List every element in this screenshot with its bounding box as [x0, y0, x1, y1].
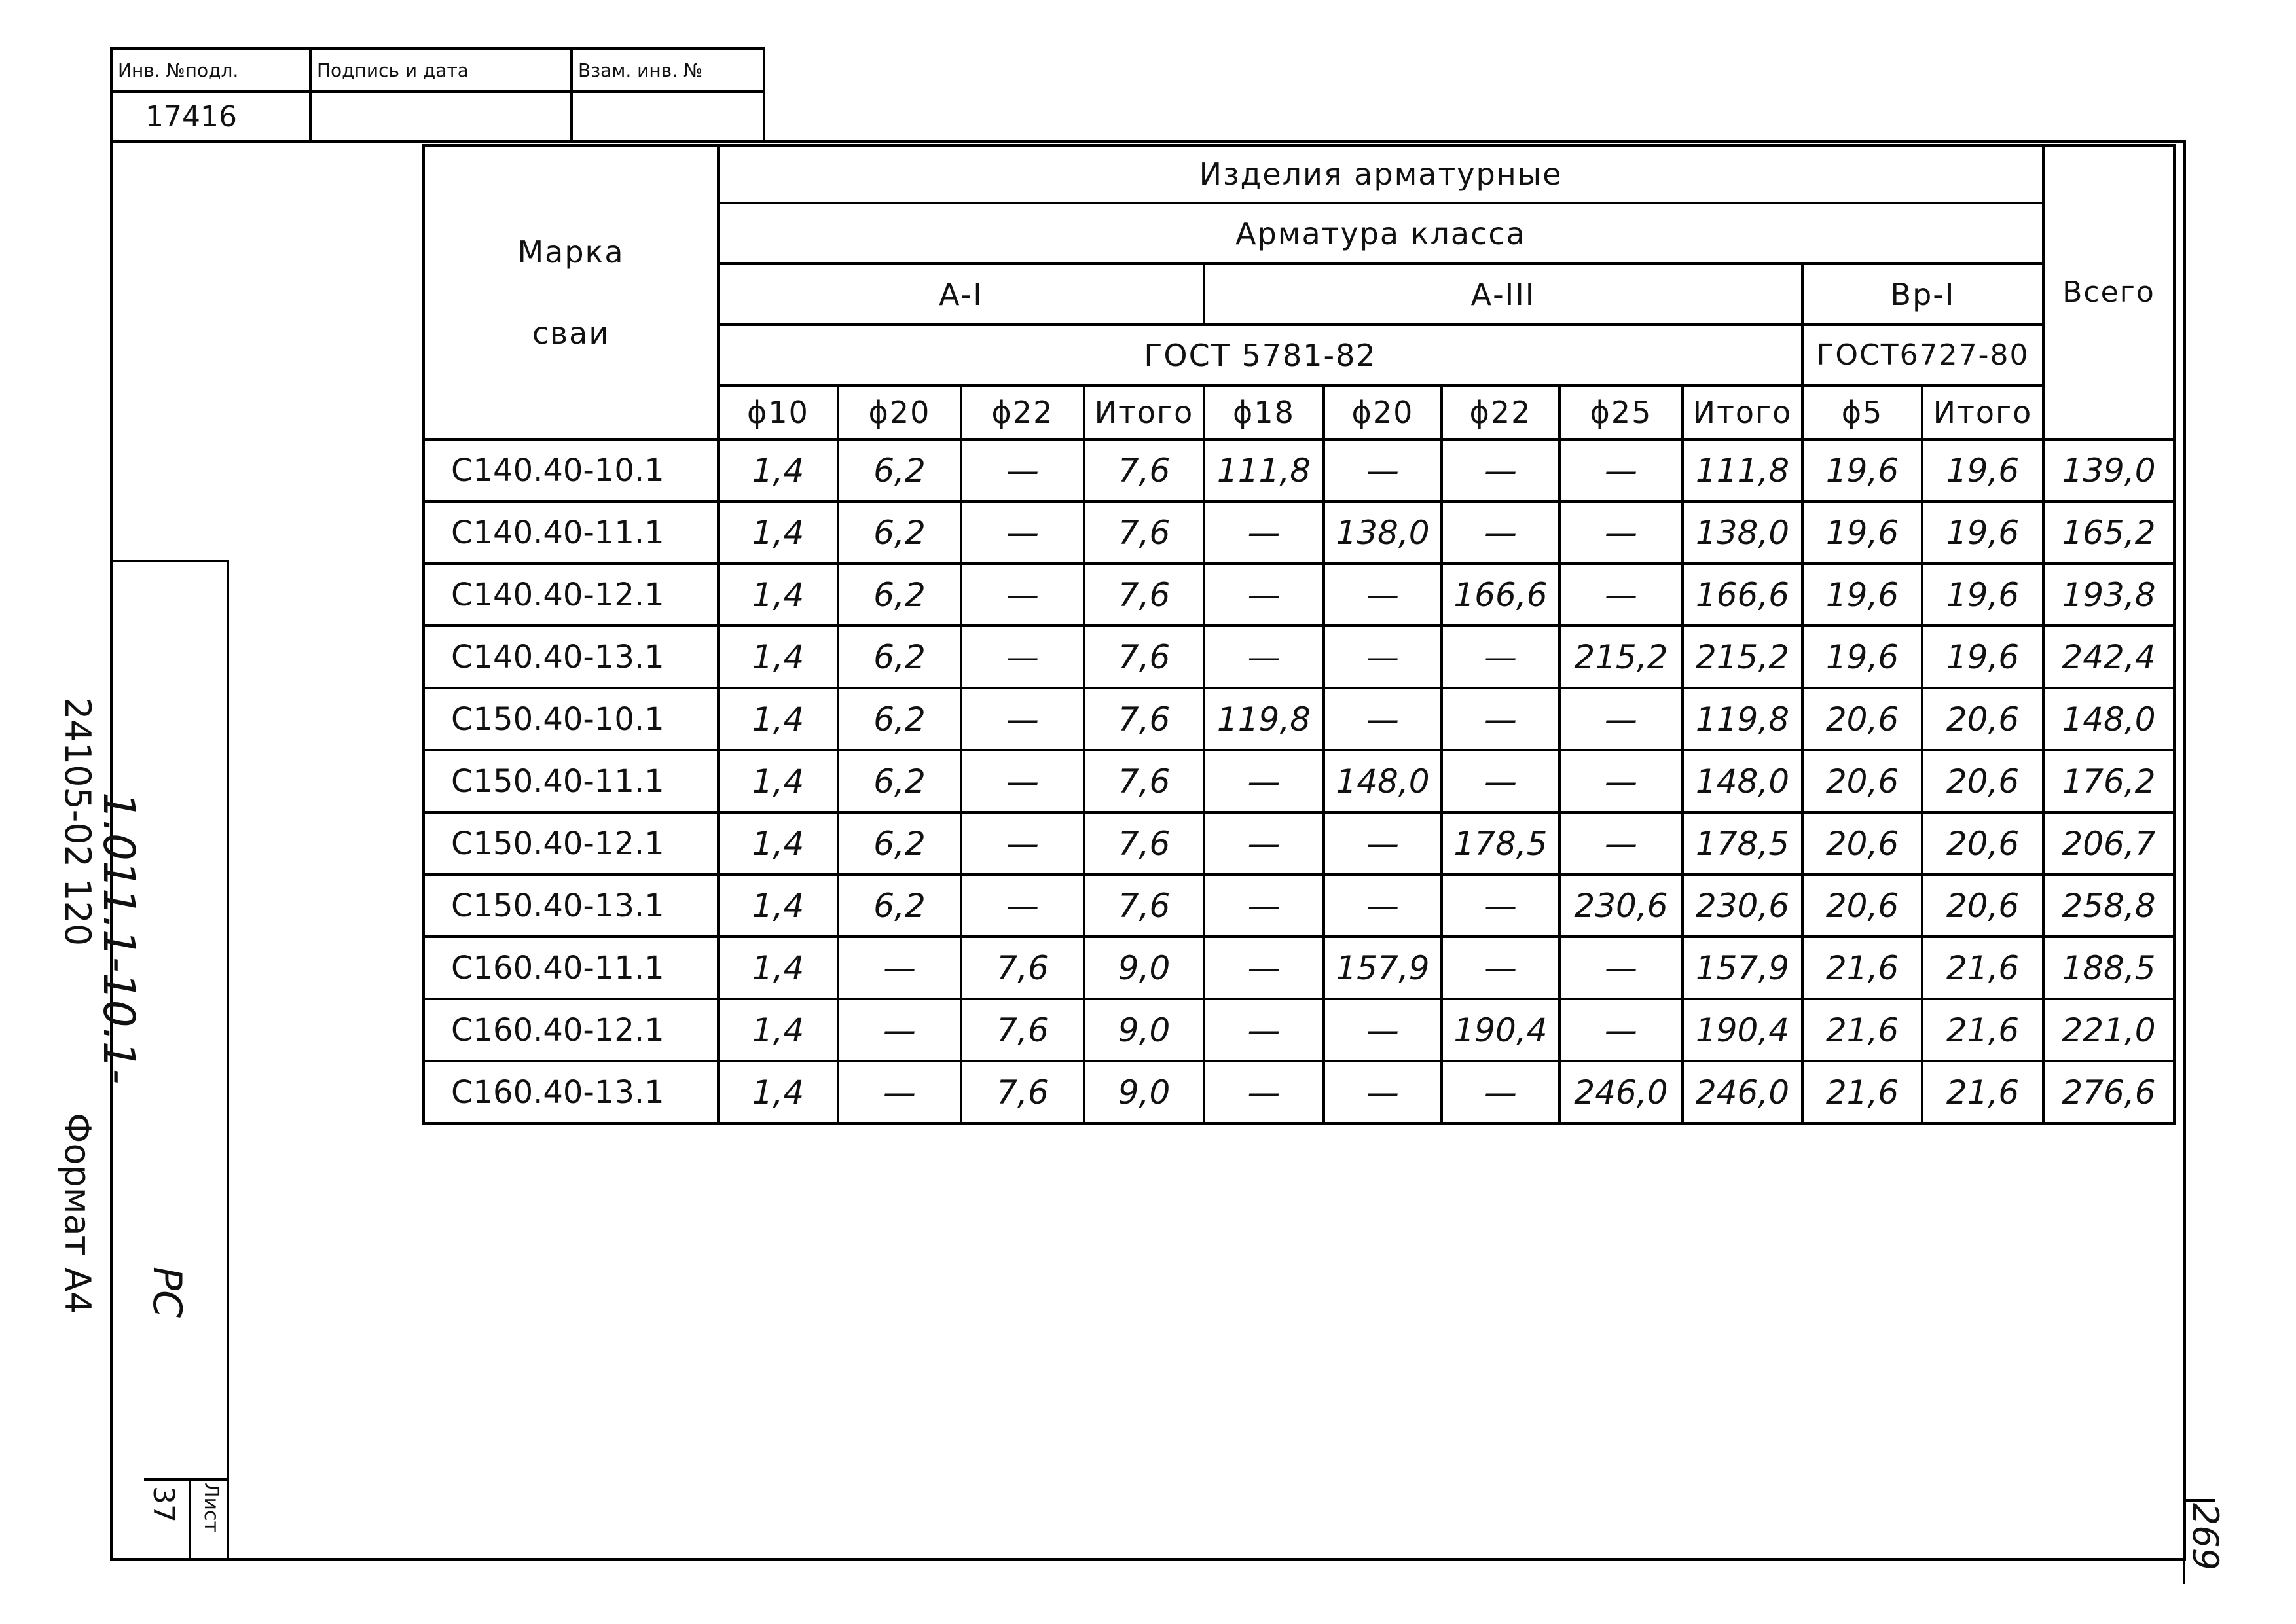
value-cell: 7,6	[1084, 875, 1204, 937]
value-cell: —	[1324, 688, 1442, 750]
value-cell: —	[1559, 750, 1683, 812]
table-row	[424, 626, 2174, 688]
value-cell: 242,4	[2043, 626, 2174, 688]
column-header: ϕ20	[1324, 386, 1442, 439]
value-cell: 230,6	[1683, 875, 1802, 937]
margin-box-right	[227, 560, 229, 1560]
value-cell: 138,0	[1683, 501, 1802, 564]
value-cell: 7,6	[1084, 501, 1204, 564]
header-gost-main: ГОСТ 5781-82	[718, 325, 1802, 386]
value-cell: 19,6	[1922, 439, 2043, 501]
pile-mark-cell: С140.40-10.1	[424, 439, 718, 501]
value-cell: 178,5	[1683, 812, 1802, 875]
value-cell: —	[1204, 750, 1324, 812]
value-cell: —	[1559, 439, 1683, 501]
value-cell: 1,4	[718, 812, 838, 875]
value-cell: 7,6	[1084, 564, 1204, 626]
pile-mark-cell: С160.40-11.1	[424, 937, 718, 999]
value-cell: 6,2	[838, 626, 961, 688]
column-header: Итого	[1084, 386, 1204, 439]
value-cell: 1,4	[718, 564, 838, 626]
value-cell: 21,6	[1922, 1061, 2043, 1123]
value-cell: 9,0	[1084, 1061, 1204, 1123]
value-cell: 20,6	[1922, 875, 2043, 937]
value-cell: 276,6	[2043, 1061, 2174, 1123]
value-cell: —	[1442, 937, 1559, 999]
value-cell: 7,6	[1084, 626, 1204, 688]
value-cell: 6,2	[838, 750, 961, 812]
value-cell: —	[1204, 937, 1324, 999]
stamp-value-inv: 17416	[111, 92, 310, 141]
value-cell: —	[1324, 1061, 1442, 1123]
value-cell: 190,4	[1442, 999, 1559, 1061]
value-cell: —	[1324, 439, 1442, 501]
value-cell: 166,6	[1683, 564, 1802, 626]
value-cell: 1,4	[718, 626, 838, 688]
stamp-header-replace: Взам. инв. №	[572, 48, 764, 92]
column-header: ϕ10	[718, 386, 838, 439]
table-row	[424, 439, 2174, 501]
value-cell: —	[961, 750, 1084, 812]
value-cell: 148,0	[2043, 688, 2174, 750]
header-products: Изделия арматурные	[718, 145, 2043, 203]
value-cell: 157,9	[1683, 937, 1802, 999]
document-suffix: РС	[144, 1267, 190, 1318]
margin-box-top	[110, 560, 229, 562]
header-class-vr1: Вр-I	[1802, 264, 2043, 325]
frame-bottom-line	[110, 1558, 2186, 1561]
value-cell: 190,4	[1683, 999, 1802, 1061]
value-cell: —	[1559, 937, 1683, 999]
value-cell: —	[1324, 999, 1442, 1061]
value-cell: 215,2	[1559, 626, 1683, 688]
value-cell: 19,6	[1922, 564, 2043, 626]
value-cell: —	[838, 999, 961, 1061]
value-cell: 215,2	[1683, 626, 1802, 688]
value-cell: 21,6	[1922, 999, 2043, 1061]
value-cell: 7,6	[961, 937, 1084, 999]
value-cell: —	[1442, 439, 1559, 501]
value-cell: 188,5	[2043, 937, 2174, 999]
value-cell: 7,6	[1084, 812, 1204, 875]
page-number-tick	[2183, 1499, 2215, 1502]
value-cell: 230,6	[1559, 875, 1683, 937]
value-cell: 157,9	[1324, 937, 1442, 999]
column-header: Итого	[1922, 386, 2043, 439]
column-header: ϕ25	[1559, 386, 1683, 439]
value-cell: 111,8	[1683, 439, 1802, 501]
pile-mark-cell: С160.40-13.1	[424, 1061, 718, 1123]
value-cell: 206,7	[2043, 812, 2174, 875]
stamp-header-signature: Подпись и дата	[310, 48, 572, 92]
value-cell: 19,6	[1922, 626, 2043, 688]
pile-mark-cell: С140.40-13.1	[424, 626, 718, 688]
value-cell: —	[1204, 501, 1324, 564]
value-cell: 148,0	[1324, 750, 1442, 812]
value-cell: —	[1559, 501, 1683, 564]
stamp-value-signature	[310, 92, 572, 141]
value-cell: 6,2	[838, 501, 961, 564]
value-cell: 7,6	[961, 1061, 1084, 1123]
table-row	[424, 812, 2174, 875]
sheet-box-left	[189, 1478, 191, 1559]
value-cell: —	[961, 875, 1084, 937]
pile-mark-cell: С150.40-11.1	[424, 750, 718, 812]
value-cell: —	[1324, 626, 1442, 688]
table-row	[424, 501, 2174, 564]
column-header: ϕ22	[1442, 386, 1559, 439]
value-cell: —	[961, 439, 1084, 501]
value-cell: 21,6	[1802, 937, 1922, 999]
pile-mark-cell: С150.40-12.1	[424, 812, 718, 875]
value-cell: —	[1324, 875, 1442, 937]
value-cell: 7,6	[1084, 439, 1204, 501]
value-cell: 7,6	[1084, 750, 1204, 812]
column-header: Итого	[1683, 386, 1802, 439]
pile-mark-cell: С140.40-12.1	[424, 564, 718, 626]
value-cell: —	[1559, 999, 1683, 1061]
value-cell: —	[1442, 688, 1559, 750]
value-cell: —	[1442, 626, 1559, 688]
value-cell: —	[961, 812, 1084, 875]
stamp-header-inv: Инв. №подл.	[111, 48, 310, 92]
value-cell: 6,2	[838, 812, 961, 875]
value-cell: 21,6	[1802, 1061, 1922, 1123]
value-cell: —	[961, 626, 1084, 688]
value-cell: 19,6	[1802, 501, 1922, 564]
column-header: ϕ18	[1204, 386, 1324, 439]
sheet-box-top	[144, 1478, 229, 1481]
value-cell: 139,0	[2043, 439, 2174, 501]
table-row	[424, 564, 2174, 626]
value-cell: —	[961, 501, 1084, 564]
value-cell: 246,0	[1559, 1061, 1683, 1123]
value-cell: 258,8	[2043, 875, 2174, 937]
value-cell: 111,8	[1204, 439, 1324, 501]
table-row	[424, 750, 2174, 812]
value-cell: 176,2	[2043, 750, 2174, 812]
pile-mark-cell: С160.40-12.1	[424, 999, 718, 1061]
table-row	[424, 875, 2174, 937]
value-cell: 20,6	[1802, 875, 1922, 937]
value-cell: 1,4	[718, 439, 838, 501]
value-cell: —	[838, 1061, 961, 1123]
value-cell: 1,4	[718, 875, 838, 937]
pile-mark-cell: С140.40-11.1	[424, 501, 718, 564]
value-cell: 166,6	[1442, 564, 1559, 626]
sheet-number: 37	[147, 1486, 180, 1523]
pile-mark-cell: С150.40-10.1	[424, 688, 718, 750]
value-cell: 20,6	[1802, 812, 1922, 875]
table-row	[424, 937, 2174, 999]
value-cell: 20,6	[1802, 688, 1922, 750]
value-cell: 19,6	[1802, 439, 1922, 501]
value-cell: —	[1559, 688, 1683, 750]
value-cell: —	[1204, 564, 1324, 626]
value-cell: 9,0	[1084, 937, 1204, 999]
value-cell: 21,6	[1802, 999, 1922, 1061]
table-row	[424, 688, 2174, 750]
value-cell: 7,6	[1084, 688, 1204, 750]
archive-number: 24105-02 120	[57, 697, 98, 947]
value-cell: 138,0	[1324, 501, 1442, 564]
value-cell: 21,6	[1922, 937, 2043, 999]
value-cell: 19,6	[1922, 501, 2043, 564]
value-cell: —	[1204, 626, 1324, 688]
pile-mark-cell: С150.40-13.1	[424, 875, 718, 937]
value-cell: 165,2	[2043, 501, 2174, 564]
value-cell: —	[961, 564, 1084, 626]
value-cell: 1,4	[718, 501, 838, 564]
format-label: Формат А4	[57, 1113, 98, 1314]
value-cell: 6,2	[838, 564, 961, 626]
value-cell: 19,6	[1802, 564, 1922, 626]
stamp-value-replace	[572, 92, 764, 141]
value-cell: —	[1442, 501, 1559, 564]
value-cell: —	[1324, 812, 1442, 875]
value-cell: —	[961, 688, 1084, 750]
value-cell: 1,4	[718, 750, 838, 812]
value-cell: 20,6	[1922, 750, 2043, 812]
header-class-title: Арматура класса	[718, 203, 2043, 264]
value-cell: 20,6	[1802, 750, 1922, 812]
value-cell: 119,8	[1683, 688, 1802, 750]
value-cell: 6,2	[838, 439, 961, 501]
sheet-label: Лист	[200, 1483, 223, 1533]
value-cell: 6,2	[838, 688, 961, 750]
approval-stamp	[110, 47, 765, 143]
value-cell: 119,8	[1204, 688, 1324, 750]
header-gost-vr: ГОСТ6727-80	[1802, 325, 2043, 386]
value-cell: 1,4	[718, 999, 838, 1061]
value-cell: 178,5	[1442, 812, 1559, 875]
document-code: 1.011.1-10.1-	[94, 792, 144, 1085]
value-cell: 7,6	[961, 999, 1084, 1061]
value-cell: —	[1204, 999, 1324, 1061]
value-cell: 246,0	[1683, 1061, 1802, 1123]
column-header: ϕ20	[838, 386, 961, 439]
value-cell: 19,6	[1802, 626, 1922, 688]
value-cell: 1,4	[718, 937, 838, 999]
value-cell: —	[1204, 875, 1324, 937]
value-cell: —	[1324, 564, 1442, 626]
column-header: ϕ22	[961, 386, 1084, 439]
value-cell: —	[1442, 875, 1559, 937]
value-cell: 9,0	[1084, 999, 1204, 1061]
reinforcement-table	[422, 144, 2176, 1125]
value-cell: —	[1204, 812, 1324, 875]
header-marka: Марка сваи	[424, 145, 718, 439]
table-row	[424, 1061, 2174, 1123]
table-row	[424, 999, 2174, 1061]
value-cell: 1,4	[718, 1061, 838, 1123]
column-header: ϕ5	[1802, 386, 1922, 439]
value-cell: 221,0	[2043, 999, 2174, 1061]
header-class-a3: А-III	[1204, 264, 1802, 325]
value-cell: —	[1204, 1061, 1324, 1123]
value-cell: —	[1559, 564, 1683, 626]
value-cell: 148,0	[1683, 750, 1802, 812]
frame-right-line	[2183, 140, 2186, 1561]
value-cell: —	[1442, 1061, 1559, 1123]
value-cell: 20,6	[1922, 688, 2043, 750]
page-number: 269	[2185, 1503, 2226, 1571]
value-cell: 6,2	[838, 875, 961, 937]
value-cell: —	[838, 937, 961, 999]
header-class-a1: А-I	[718, 264, 1204, 325]
value-cell: 1,4	[718, 688, 838, 750]
header-total: Всего	[2043, 145, 2174, 439]
value-cell: 20,6	[1922, 812, 2043, 875]
value-cell: —	[1559, 812, 1683, 875]
value-cell: 193,8	[2043, 564, 2174, 626]
value-cell: —	[1442, 750, 1559, 812]
